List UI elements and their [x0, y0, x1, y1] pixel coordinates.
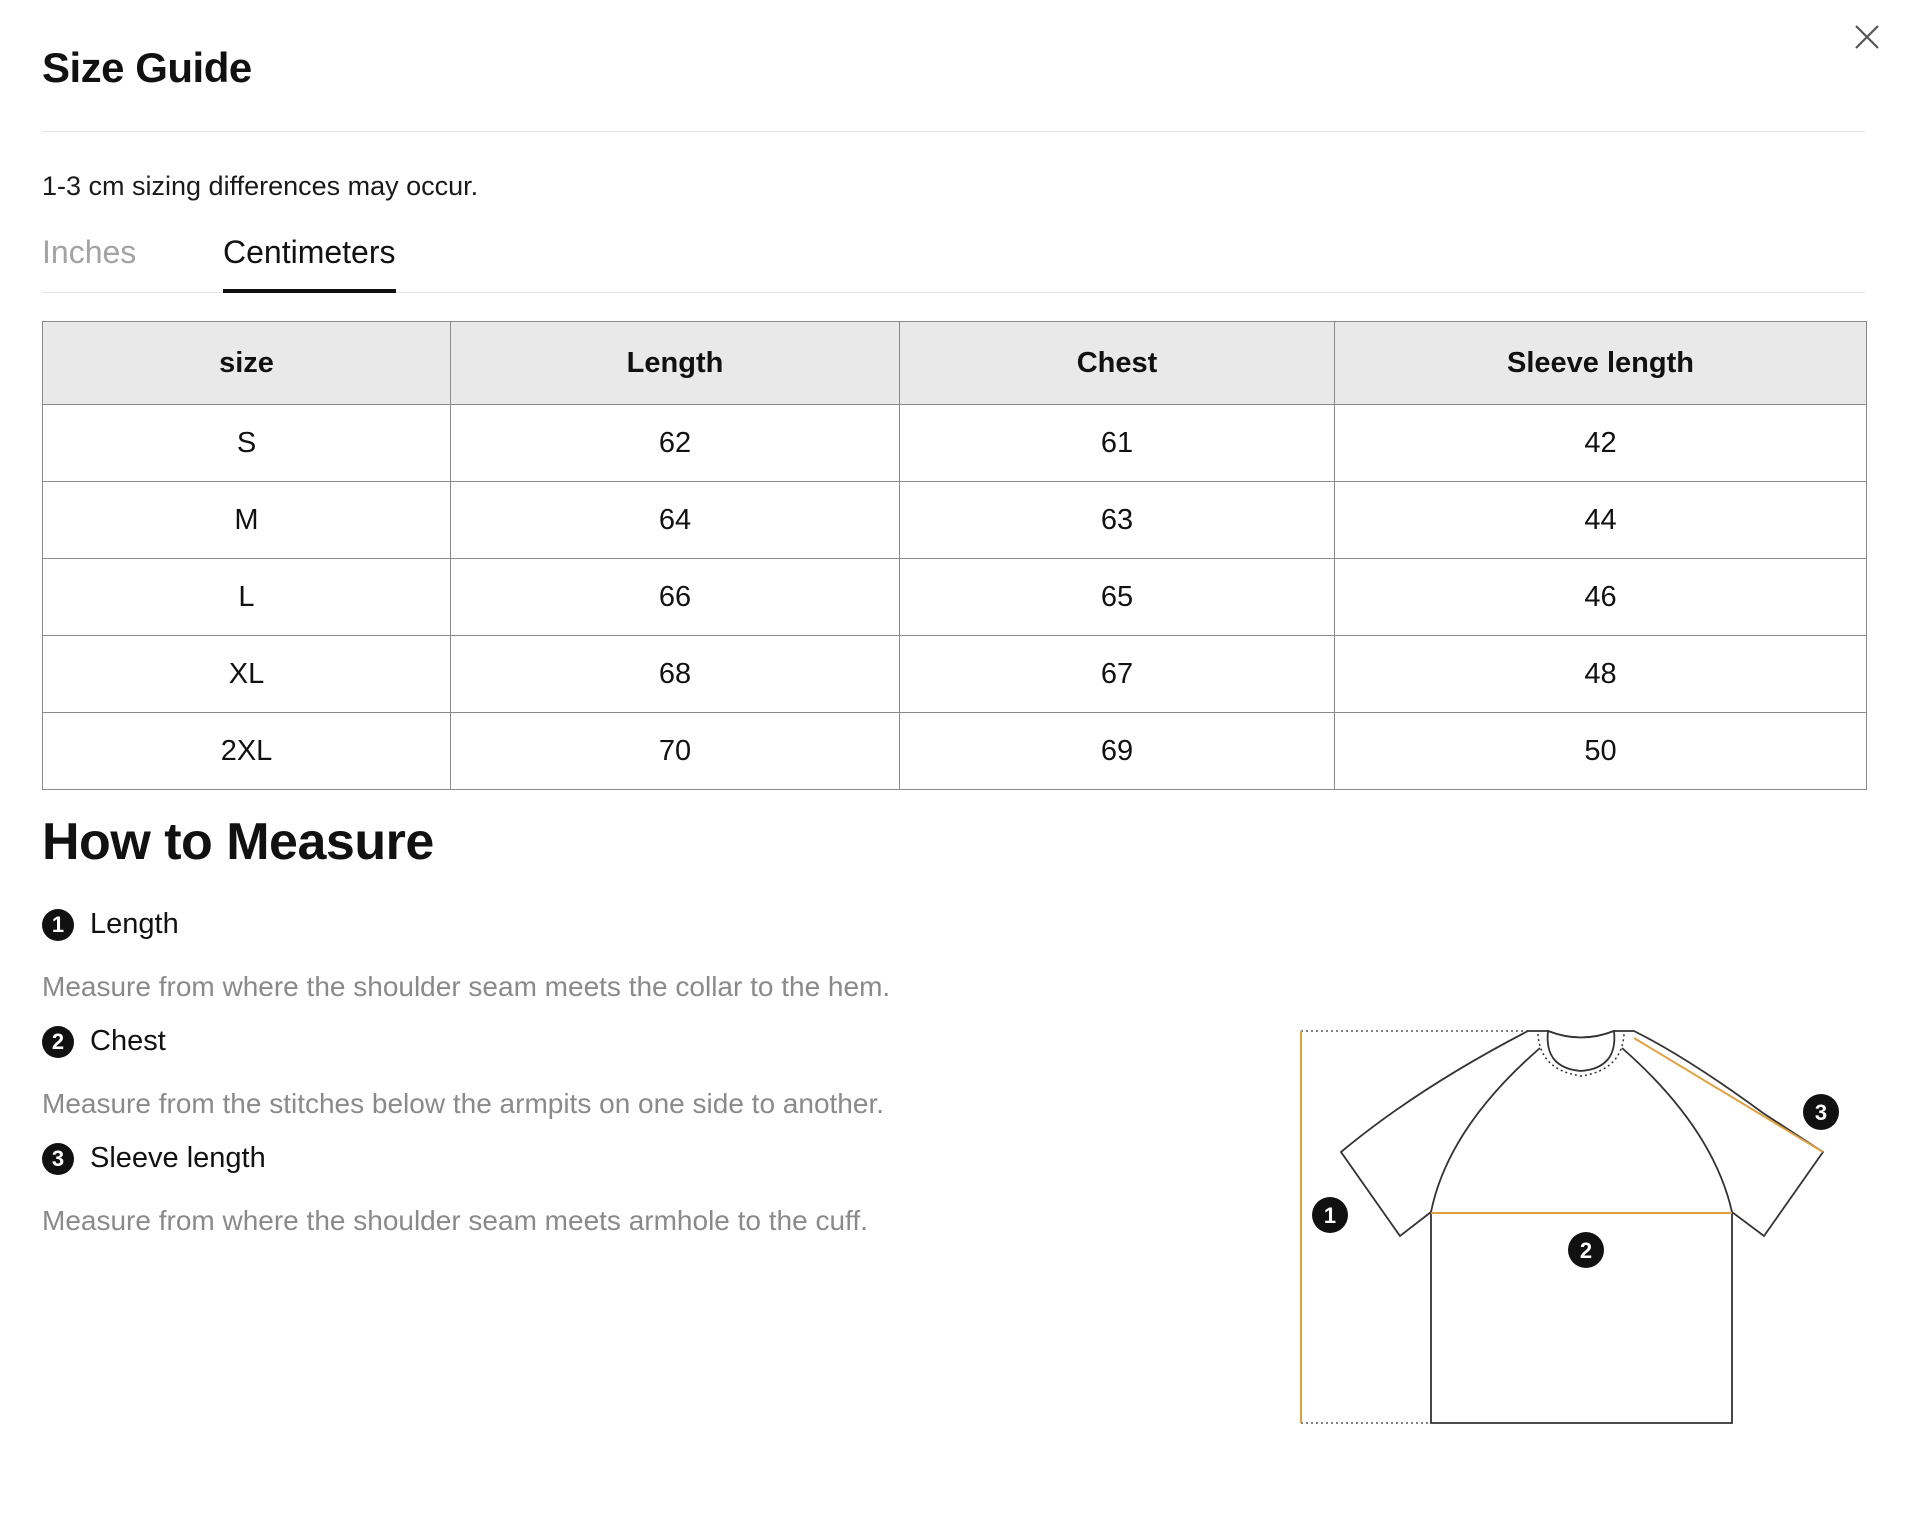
header-sleeve-length: Sleeve length — [1335, 322, 1867, 405]
number-badge: 2 — [42, 1026, 74, 1058]
table-row — [43, 482, 1867, 559]
cell-sleeve-length: 46 — [1335, 559, 1867, 636]
cell-size: M — [43, 482, 451, 559]
header-size: size — [43, 322, 451, 405]
cell-sleeve-length: 42 — [1335, 405, 1867, 482]
measure-item-length — [42, 908, 890, 1003]
table-row — [43, 713, 1867, 790]
measure-description: Measure from where the shoulder seam meets armhole to the cuff. — [42, 1205, 868, 1236]
table-header-row — [43, 322, 1867, 405]
measure-label: Chest — [90, 1025, 166, 1057]
cell-chest: 61 — [900, 405, 1335, 482]
measure-heading — [42, 1025, 884, 1058]
close-button[interactable] — [1852, 22, 1882, 52]
cell-sleeve-length: 48 — [1335, 636, 1867, 713]
cell-chest: 69 — [900, 713, 1335, 790]
table-row — [43, 405, 1867, 482]
measure-heading — [42, 908, 890, 941]
cell-length: 70 — [451, 713, 900, 790]
table-row — [43, 636, 1867, 713]
marker-2-icon — [1568, 1232, 1604, 1268]
dialog-title: Size Guide — [42, 44, 252, 91]
number-badge: 3 — [42, 1143, 74, 1175]
measure-label: Sleeve length — [90, 1142, 266, 1174]
tab-centimeters[interactable]: Centimeters — [223, 234, 396, 293]
divider — [42, 131, 1865, 132]
header-chest: Chest — [900, 322, 1335, 405]
measure-item-chest — [42, 1025, 884, 1120]
cell-size: L — [43, 559, 451, 636]
measure-heading — [42, 1142, 868, 1175]
table-row — [43, 559, 1867, 636]
cell-sleeve-length: 50 — [1335, 713, 1867, 790]
header-length: Length — [451, 322, 900, 405]
marker-1-icon — [1312, 1197, 1348, 1233]
svg-text:1: 1 — [1323, 1203, 1337, 1228]
size-table — [42, 321, 1867, 790]
unit-tabs — [42, 228, 1865, 293]
marker-3-icon — [1803, 1094, 1839, 1130]
cell-length: 62 — [451, 405, 900, 482]
cell-chest: 65 — [900, 559, 1335, 636]
how-to-measure-title: How to Measure — [42, 813, 434, 871]
tab-inches[interactable]: Inches — [42, 234, 137, 270]
cell-size: S — [43, 405, 451, 482]
close-icon — [1852, 22, 1882, 52]
cell-size: XL — [43, 636, 451, 713]
number-badge: 1 — [42, 909, 74, 941]
cell-length: 64 — [451, 482, 900, 559]
sizing-note: 1-3 cm sizing differences may occur. — [42, 171, 479, 201]
tshirt-diagram — [1288, 1018, 1848, 1443]
measure-item-sleeve-length — [42, 1142, 868, 1237]
measure-description: Measure from the stitches below the armpits on one side to another. — [42, 1088, 885, 1119]
svg-text:3: 3 — [1814, 1100, 1828, 1125]
tshirt-measurement-icon — [1288, 1018, 1848, 1438]
svg-text:2: 2 — [1579, 1238, 1593, 1263]
cell-chest: 63 — [900, 482, 1335, 559]
cell-size: 2XL — [43, 713, 451, 790]
measure-label: Length — [90, 908, 179, 940]
cell-length: 66 — [451, 559, 900, 636]
cell-chest: 67 — [900, 636, 1335, 713]
cell-length: 68 — [451, 636, 900, 713]
cell-sleeve-length: 44 — [1335, 482, 1867, 559]
measure-description: Measure from where the shoulder seam meets the collar to the hem. — [42, 971, 891, 1002]
